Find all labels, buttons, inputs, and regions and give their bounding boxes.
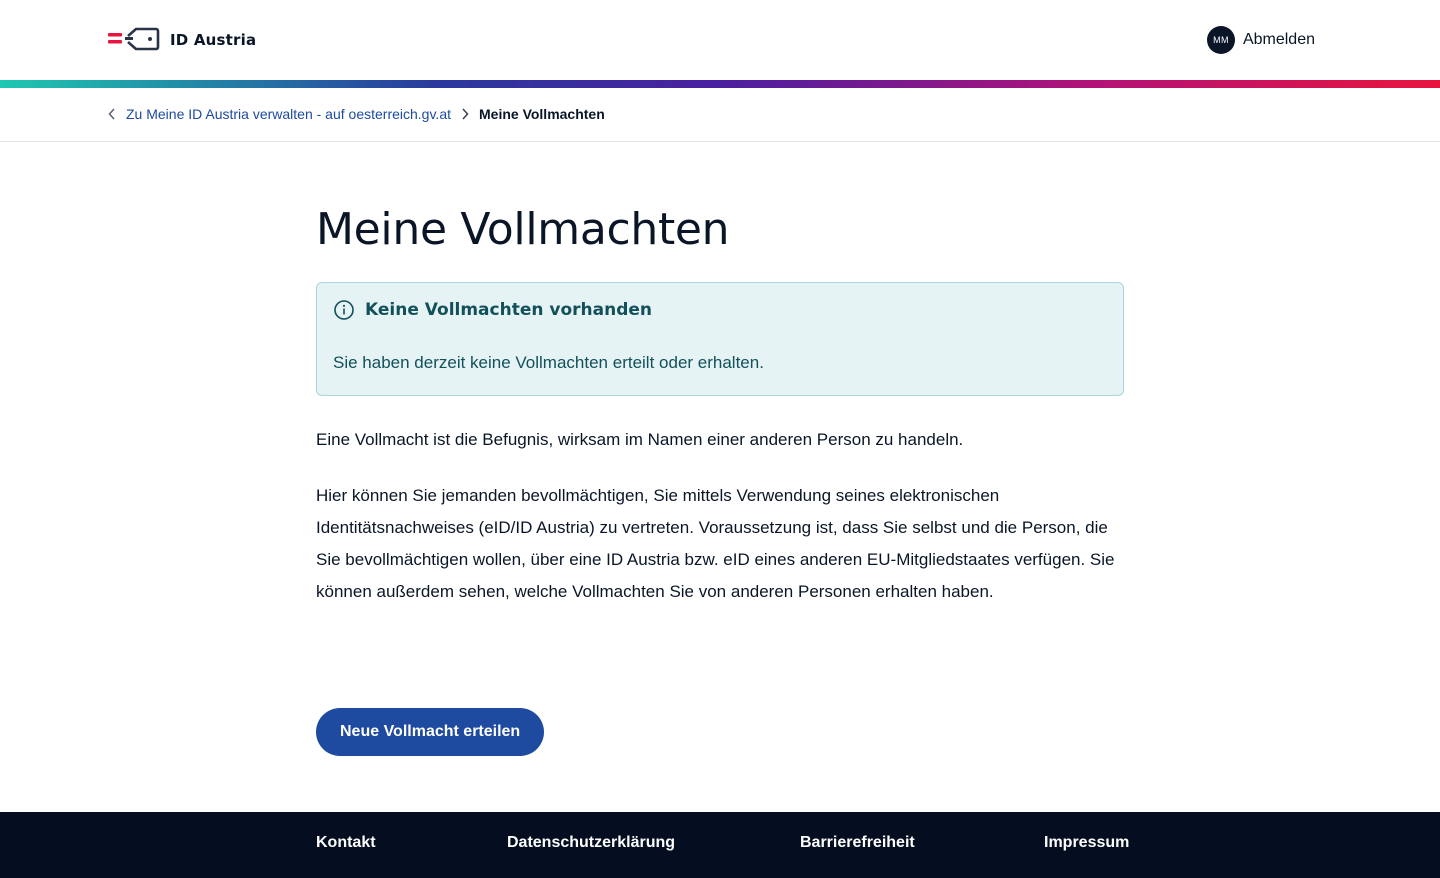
id-austria-key-icon bbox=[106, 26, 160, 54]
main-content bbox=[316, 142, 1124, 740]
footer bbox=[0, 812, 1440, 878]
breadcrumb bbox=[108, 106, 605, 122]
info-alert-title: Keine Vollmachten vorhanden bbox=[365, 300, 653, 320]
breadcrumb-back-link[interactable] bbox=[108, 106, 451, 122]
info-icon bbox=[333, 299, 355, 321]
description-text: Hier können Sie jemanden bevollmächtigen, Sie mittels Verwendung seines elektronischen Identitätsnachweises (eID/ID Austria) zu vertreten. Voraussetzung ist, dass Sie selbst und die Person, die Sie bevollmächtigen wollen, über eine ID Austria bzw. eID eines anderen EU-Mitgliedstaates verfügen. Sie können außerdem sehen, welche Vollmachten Sie von anderen Personen erhalten haben. bbox=[316, 486, 1115, 601]
info-alert-header bbox=[333, 299, 652, 321]
logo-text: ID Austria bbox=[170, 31, 257, 49]
footer-link-kontakt[interactable]: Kontakt bbox=[316, 834, 376, 851]
breadcrumb-back-label: Zu Meine ID Austria verwalten - auf oesterreich.gv.at bbox=[126, 106, 451, 122]
brand-gradient-bar bbox=[0, 80, 1440, 88]
intro-text: Eine Vollmacht ist die Befugnis, wirksam im Namen einer anderen Person zu handeln. bbox=[316, 430, 964, 449]
logout-button[interactable] bbox=[1207, 26, 1315, 54]
page-title: Meine Vollmachten bbox=[316, 204, 730, 255]
footer-link-impressum[interactable]: Impressum bbox=[1044, 834, 1130, 851]
footer-link-datenschutz[interactable]: Datenschutzerklärung bbox=[507, 834, 676, 851]
new-power-of-attorney-button[interactable]: Neue Vollmacht erteilen bbox=[316, 708, 544, 756]
chevron-left-icon bbox=[108, 108, 116, 120]
breadcrumb-current: Meine Vollmachten bbox=[479, 106, 605, 122]
chevron-right-icon bbox=[461, 108, 469, 120]
avatar: MM bbox=[1207, 26, 1235, 54]
info-alert-text: Sie haben derzeit keine Vollmachten erteilt oder erhalten. bbox=[333, 353, 764, 372]
breadcrumb-bar bbox=[0, 88, 1440, 142]
logout-label: Abmelden bbox=[1242, 31, 1315, 48]
footer-link-barrierefreiheit[interactable]: Barrierefreiheit bbox=[800, 834, 915, 851]
top-header bbox=[0, 0, 1440, 80]
info-alert bbox=[316, 282, 1124, 396]
id-austria-logo[interactable] bbox=[106, 26, 256, 54]
